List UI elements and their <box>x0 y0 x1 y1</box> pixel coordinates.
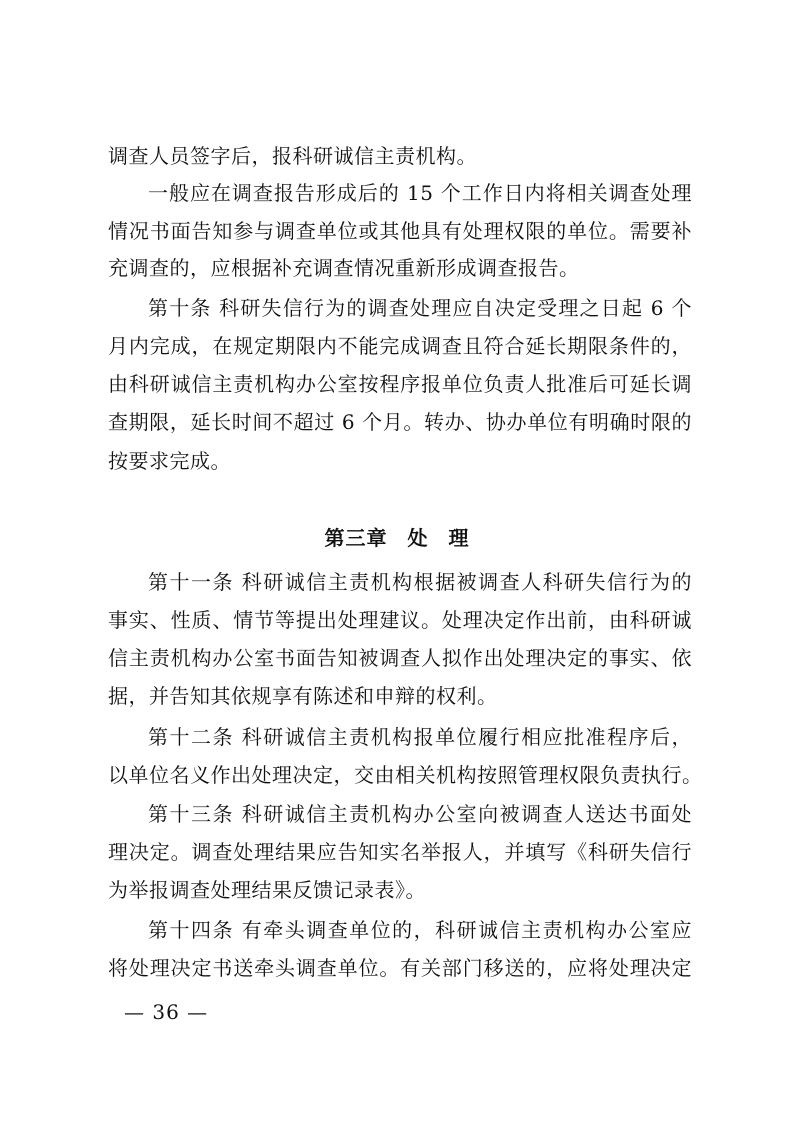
text-line: 查期限，延长时间不超过 6 个月。转办、协办单位有明确时限的 <box>108 410 692 434</box>
text-line: 第十四条 有牵头调查单位的，科研诚信主责机构办公室应 <box>148 918 692 942</box>
text-line: 第十三条 科研诚信主责机构办公室向被调查人送达书面处 <box>148 802 692 826</box>
text-line: 信主责机构办公室书面告知被调查人拟作出处理决定的事实、依 <box>108 646 692 670</box>
text-line: 情况书面告知参与调查单位或其他具有处理权限的单位。需要补 <box>108 219 692 243</box>
text-line: 月内完成，在规定期限内不能完成调查且符合延长期限条件的， <box>108 334 692 358</box>
text-line: 调查人员签字后，报科研诚信主责机构。 <box>108 144 477 168</box>
text-line: 理决定。调查处理结果应告知实名举报人，并填写《科研失信行 <box>108 840 692 864</box>
chapter-title: 第三章 处 理 <box>324 526 470 550</box>
text-line: 按要求完成。 <box>108 449 231 473</box>
text-line: 将处理决定书送牵头调查单位。有关部门移送的，应将处理决定 <box>108 956 692 980</box>
text-line: 充调查的，应根据补充调查情况重新形成调查报告。 <box>108 256 580 280</box>
text-line: 第十条 科研失信行为的调查处理应自决定受理之日起 6 个 <box>148 296 692 320</box>
text-line: 第十一条 科研诚信主责机构根据被调查人科研失信行为的 <box>148 570 692 594</box>
text-line: 第十二条 科研诚信主责机构报单位履行相应批准程序后， <box>148 725 692 749</box>
text-line: 据，并告知其依规享有陈述和申辩的权利。 <box>108 684 498 708</box>
text-line: 为举报调查处理结果反馈记录表》。 <box>108 878 426 902</box>
text-line: 由科研诚信主责机构办公室按程序报单位负责人批准后可延长调 <box>108 372 692 396</box>
text-line: 以单位名义作出处理决定，交由相关机构按照管理权限负责执行。 <box>108 763 703 787</box>
text-line: 一般应在调查报告形成后的 15 个工作日内将相关调查处理 <box>148 181 692 205</box>
text-line: 事实、性质、情节等提出处理建议。处理决定作出前，由科研诚 <box>108 608 692 632</box>
page-number: — 36 — <box>124 1000 209 1024</box>
